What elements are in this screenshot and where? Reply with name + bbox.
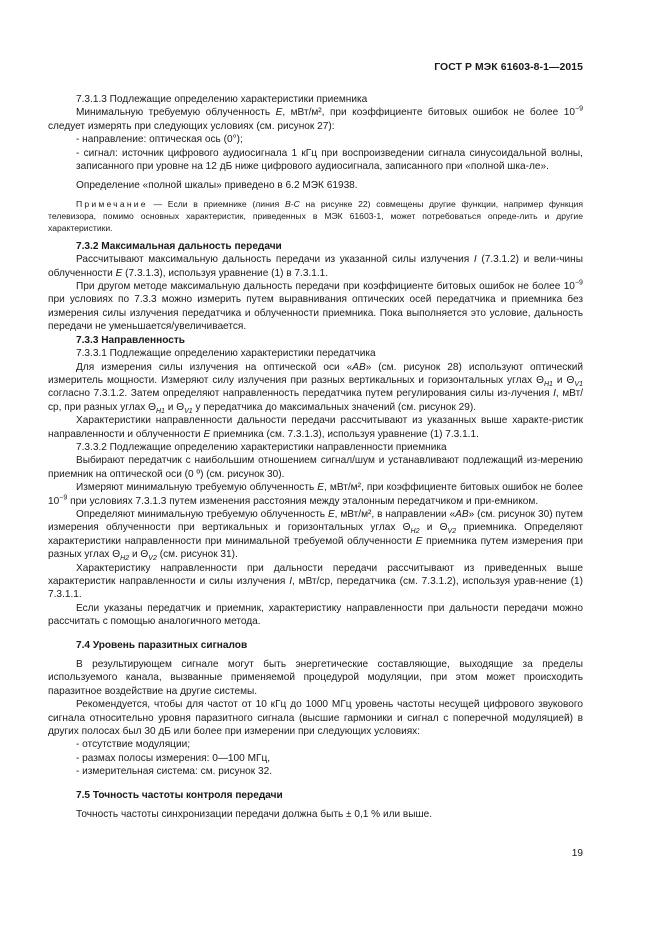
paragraph: Определение «полной шкалы» приведено в 6.2 МЭК 61938. [76,180,358,192]
paragraph: Характеристики направленности дальности передачи рассчитывают из указанных выше характе-ристик направленности и облученности E приемника (см. 7.3.1.3), используя уравнение (1) 7.3.1.1. [48,415,583,440]
paragraph: Рассчитывают максимальную дальность передачи из указанной силы излучения I (7.3.1.2) и вели-чины облученности E (7.3.1.3), используя уравнение (1) в 7.3.1.1. [48,254,583,279]
page-number: 19 [571,848,583,859]
subsection-7-3-3-2: 7.3.3.2 Подлежащие определению характеристики направленности приемника [76,441,447,453]
list-item: - размах полосы измерения: 0—100 МГц, [76,752,271,764]
paragraph: В результирующем сигнале могут быть энергетические составляющие, выходящие за пределы используемого канала, вызванные применяемой процедурой модуляции, при этом может происходить паразитное воздействие на другие системы. [48,659,583,697]
paragraph: Выбирают передатчик с наибольшим отношением сигнал/шум и устанавливают подлежащий из-мерению приемник на оптической оси (0 º) (см. рисунок 30). [48,455,583,480]
note: Примечание — Если в приемнике (линия B-C на рисунке 22) совмещены другие функции, например функция телевизора, помимо основных характеристик, приведенных в МЭК 61603-1, может потребоваться опреде-лить и другие характеристики. [48,198,583,233]
section-heading-7-4: 7.4 Уровень паразитных сигналов [76,639,248,651]
paragraph: Рекомендуется, чтобы для частот от 10 кГц до 1000 МГц уровень частоты несущей цифрового звукового сигнала относительно уровня паразитного сигнала (высшие гармоники и сигнал с поперечной модуляцией) в других полосах был 30 дБ или более при измерении при следующих условиях: [48,699,583,738]
paragraph: Если указаны передатчик и приемник, характеристику направленности при дальности передачи можно рассчитать с помощью аналогичного метода. [48,602,583,628]
paragraph: Определяют минимальную требуемую облученность E, мВт/м², в направлении «AB» (см. рисунок 30) путем измерения облученности при вертикальных и горизонтальных углах $\Theta_{H2}$ и $\Theta_{V2}$ приемника. Определяют характеристики направленности при минимальной требуемой облученности E приемника путем измерения при разных углах $\Theta_{H2}$ и $\Theta_{V2}$ (см. рисунок 31). [48,508,583,563]
section-heading-7-5: 7.5 Точность частоты контроля передачи [76,789,283,801]
paragraph: Минимальную требуемую облученность E, мВт/м², при коэффициенте битовых ошибок не более $10^{-9}$ следует измерять при следующих условиях (см. рисунок 27): [48,106,584,132]
list-item: - отсутствие модуляции; [76,739,191,751]
document-body [48,93,583,822]
paragraph: Характеристику направленности при дальности передачи рассчитывают из приведенных выше характеристик направленности и силы излучения I, мВт/ср, передатчика (см. 7.3.1.2), используя урав-нение (1) 7.3.1.1. [48,562,583,601]
subsection-7-3-1-3: 7.3.1.3 Подлежащие определению характеристики приемника [76,94,368,105]
paragraph: Измеряют минимальную требуемую облученность E, мВт/м², при коэффициенте битовых ошибок не более $10^{-9}$ при условиях 7.3.1.3 путем изменения расстояния между эталонным передатчиком и при-емником. [48,482,583,507]
subsection-7-3-3-1: 7.3.3.1 Подлежащие определению характеристики передатчика [76,348,376,360]
list-item: - направление: оптическая ось (0°); [76,134,243,146]
list-item: - измерительная система: см. рисунок 32. [76,766,273,778]
paragraph: При другом методе максимальную дальность передачи при коэффициенте битовых ошибок не более $10^{-9}$ при условиях по 7.3.3 можно измерить путем выравнивания оптических осей передатчика и приемника без измерения силы излучения передатчика и облученности приемника. Пока выполняется это условие, дальность передачи не уменьшается/увеличивается. [48,279,583,333]
document-header: ГОСТ Р МЭК 61603-8-1—2015 [434,62,583,73]
paragraph: Точность частоты синхронизации передачи должна быть ± 0,1 % или выше. [76,809,433,821]
section-heading-7-3-3: 7.3.3 Направленность [76,334,185,346]
list-item: - сигнал: источник цифрового аудиосигнала 1 кГц при воспроизведении сигнала синусоидальной волны, записанного при уровне на 12 дБ ниже цифрового аудиосигнала, записанного при «полной шка-ле». [76,147,583,173]
section-heading-7-3-2: 7.3.2 Максимальная дальность передачи [76,240,282,252]
paragraph: Для измерения силы излучения на оптической оси «AB» (см. рисунок 28) используют оптический измеритель мощности. Измеряют силу излучения при разных вертикальных и горизонтальных углах $\Theta_{H1}$ и $\Theta_{V1}$ согласно 7.3.1.2. Затем определяют направленность передатчика путем регулирования силы из-лучения I, мВт/ср, при разных углах $\Theta_{H1}$ и $\Theta_{V1}$ у передатчика до максимальных значений (см. рисунок 29). [48,361,583,415]
